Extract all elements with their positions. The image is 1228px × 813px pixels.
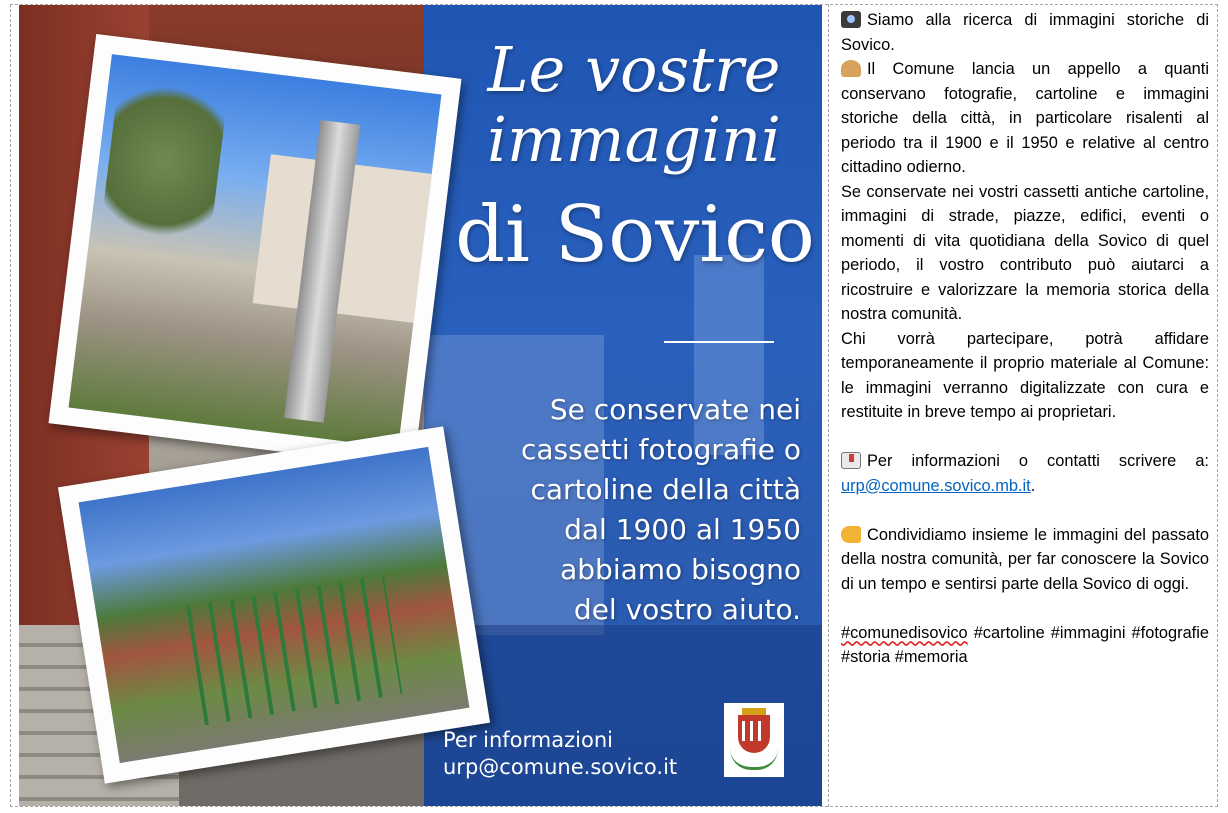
poster-info-label: Per informazioni <box>443 728 613 752</box>
inbox-tray-icon <box>841 452 861 469</box>
email-link[interactable]: urp@comune.sovico.mb.it <box>841 476 1031 495</box>
poster-body-line: cartoline della città <box>530 473 801 506</box>
poster-title-line: Le vostre <box>487 33 781 106</box>
poster-divider-line <box>664 341 774 343</box>
post-paragraph-appeal: Il Comune lancia un appello a quanti conservano fotografie, cartoline e immagini storiche della città, in particolare risalenti al periodo tra il 1900 e il 1950 e relative al centro cittadino odierno. <box>841 60 1209 176</box>
poster-title-sovico: di Sovico <box>455 190 815 280</box>
poster-info-email: urp@comune.sovico.it <box>443 755 678 779</box>
post-hashtags <box>841 621 1209 670</box>
pointing-hand-icon <box>841 526 861 543</box>
poster-body-text <box>449 390 801 630</box>
poster-title <box>449 35 819 175</box>
hashtag-comunedisovico[interactable]: #comunedisovico <box>841 623 968 642</box>
poster-body-line: abbiamo bisogno <box>560 553 801 586</box>
poster-body-line: dal 1900 al 1950 <box>564 513 801 546</box>
polaroid-photo-garden <box>58 426 490 783</box>
green-fence <box>186 575 402 725</box>
poster-body-line: del vostro aiuto. <box>573 593 801 626</box>
tree <box>99 65 230 257</box>
column-divider <box>828 4 829 807</box>
clock-icon <box>841 60 861 77</box>
post-paragraph-drawers: Se conservate nei vostri cassetti antiche cartoline, immagini di strade, piazze, edifici, eventi o momenti di vita quotidiana della Sovico di quel periodo, il vostro contributo può aiutarci a ricostruire e valorizzare la memoria storica della nostra comunità. <box>841 182 1209 323</box>
municipal-crest-icon <box>724 703 784 777</box>
poster-image <box>19 5 822 806</box>
poster-contact-info <box>443 727 677 781</box>
poster-body-line: Se conservate nei <box>549 393 801 426</box>
polaroid-photo-column <box>48 34 461 468</box>
poster-title-line: immagini <box>487 103 781 176</box>
post-paragraph-contact: Per informazioni o contatti scrivere a: urp@comune.sovico.mb.it. <box>841 452 1209 495</box>
post-paragraph-participate: Chi vorrà partecipare, potrà affidare temporaneamente il proprio materiale al Comune: le immagini verranno digitalizzate con cura e restituite in breve tempo ai proprietari. <box>841 329 1209 421</box>
post-paragraph-intro: Siamo alla ricerca di immagini storiche di Sovico. <box>841 11 1209 54</box>
post-paragraph-share: Condividiamo insieme le immagini del passato della nostra comunità, per far conoscere la Sovico di un tempo e sentirsi parte della Sovico di oggi. <box>841 525 1209 593</box>
camera-icon <box>841 11 861 28</box>
post-text-column <box>841 8 1209 670</box>
hashtag-list[interactable]: #cartoline #immagini #fotografie #storia #memoria <box>841 623 1209 666</box>
poster-body-line: cassetti fotografie o <box>520 433 801 466</box>
